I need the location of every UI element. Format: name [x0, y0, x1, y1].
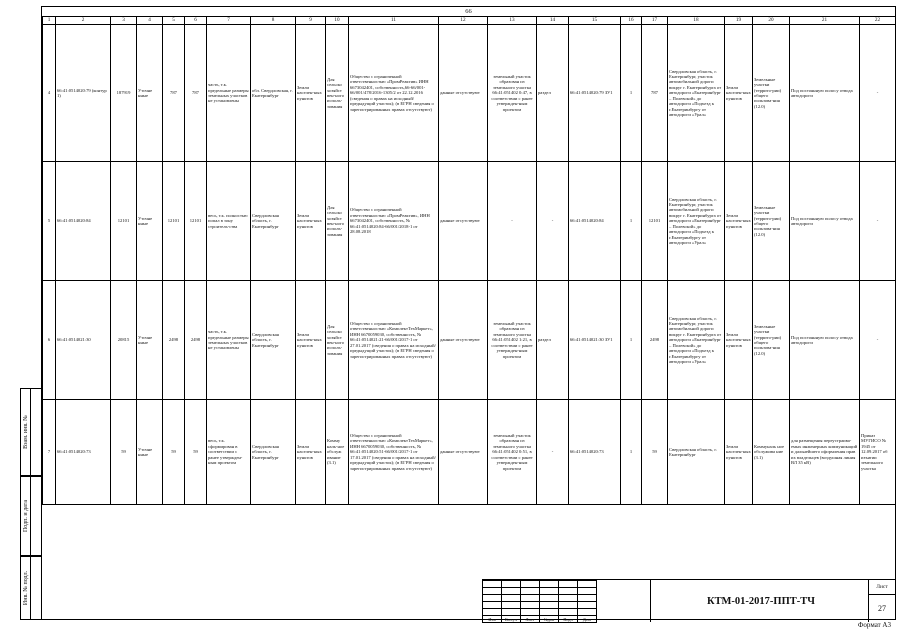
new-area: 12101	[642, 162, 668, 281]
document-code: КТМ-01-2017-ППТ-ТЧ	[650, 580, 871, 622]
new-use: Земельные участки (террито-рии) общего пользова-ния (12.0)	[753, 162, 790, 281]
permitted-use: Для сельско хозяйст вен-ного исполь-зования	[326, 162, 349, 281]
new-parcel-number: 66:41:0514020:79 ЗУ1	[569, 25, 621, 162]
note: -	[860, 281, 896, 400]
new-category: Земли населен-ных пунктов	[725, 162, 753, 281]
permitted-use: Для сельско хозяйст вен-ного исполь-зования	[326, 25, 349, 162]
land-category: Земли населен-ных пунктов	[296, 25, 326, 162]
area-status: Уточне нные	[137, 281, 163, 400]
new-parcel-number: 66:41:0514021:30 ЗУ1	[569, 281, 621, 400]
note: -	[860, 25, 896, 162]
column-header: 6	[185, 17, 207, 25]
table-row	[43, 162, 896, 281]
new-area: 59	[642, 400, 668, 505]
column-number-row	[43, 17, 896, 25]
sheet-number: 27	[878, 604, 886, 613]
new-parcel-number: 66:41:0514020:73	[569, 400, 621, 505]
area-value: 12101	[185, 162, 207, 281]
area-value: 12101	[163, 162, 185, 281]
row-number: 4	[43, 25, 56, 162]
total-area: 59	[111, 400, 137, 505]
column-header: 18	[668, 17, 725, 25]
purpose: Под постоянную полосу отвода автодороги	[790, 162, 860, 281]
column-header: 13	[488, 17, 537, 25]
row-number: 5	[43, 162, 56, 281]
area-value: 787	[185, 25, 207, 162]
area-value: 59	[185, 400, 207, 505]
permitted-use: Комму наль-ное обслуж ивание (3.1)	[326, 400, 349, 505]
note: -	[860, 162, 896, 281]
address: обл. Свердловская, г. Екатеринбург	[251, 25, 296, 162]
column-header: 12	[439, 17, 488, 25]
sheet-box	[868, 580, 895, 622]
area-status: Уточне нные	[137, 162, 163, 281]
purpose: Под постоянную полосу отвода автодороги	[790, 281, 860, 400]
new-address: Свердловская область, г. Екатеринбург, участок автомобильной дороги вокруг г. Екатеринбурга от автодороги «Екатеринбург – Полевской» до автодороги «Подъезд к г.Екатеринбургу от автодороги «Урал»	[668, 162, 725, 281]
column-header: 17	[642, 17, 668, 25]
method: раздел	[537, 25, 569, 162]
column-header: 3	[111, 17, 137, 25]
origin-note: земельный участок образован из земельного участка 66:41:051402 0:47, в соответствии с ранее утвержден-ным проектом	[488, 25, 537, 162]
column-header: 14	[537, 17, 569, 25]
encumbrances: данные отсутствуют	[439, 400, 488, 505]
origin-note: земельный участок образован из земельного участка 66:41:051402 0:51, в соответствии с ранее утвержден-ным проектом	[488, 400, 537, 505]
contour: 1	[621, 25, 642, 162]
column-header: 21	[790, 17, 860, 25]
stamp-label: Подп	[559, 616, 578, 623]
new-category: Земли населен-ных пунктов	[725, 25, 753, 162]
revision-grid	[482, 580, 597, 623]
table-row	[43, 25, 896, 162]
column-header: 15	[569, 17, 621, 25]
owner-rights: Общество с ограниченной ответственностью «ПромРеактив» ИНН 6673042401, собственность,66-66/001-66/001/478/2016-1305/2 от 22.12.2016 (сведения о правах на исходный/ предыдущий участок); (в ЕГРН сведения о зарегистрированных правах отсутствуют)	[349, 25, 439, 162]
sheet-label: Лист	[869, 580, 895, 595]
stamp-label: Дата	[578, 616, 597, 623]
method: раздел	[537, 281, 569, 400]
side-label-original-inv: Инв. № подл.	[22, 570, 29, 606]
side-label-replace-inv: Взам. инв. №	[22, 415, 29, 449]
address: Свердловская область, г. Екатеринбург	[251, 400, 296, 505]
stamp-label: Кол.уч	[502, 616, 521, 623]
column-header: 16	[621, 17, 642, 25]
new-address: Свердловская область, г. Екатеринбург, участок автомобильной дороги вокруг г. Екатеринбурга от автодороги «Екатеринбург – Полевской» до автодороги «Подъезд к г.Екатеринбургу от автодороги «Урал»	[668, 25, 725, 162]
table-row	[43, 281, 896, 400]
drawing-frame	[41, 6, 896, 620]
new-use: Коммуналь ное обслужива ние (3.1)	[753, 400, 790, 505]
total-area: 20815	[111, 281, 137, 400]
new-address: Свердловская область, г. Екатеринбург, участок автомобильной дороги вокруг г. Екатеринбурга от автодороги «Екатеринбург – Полевской» до автодороги «Подъезд к г.Екатеринбургу от автодороги «Урал»	[668, 281, 725, 400]
address: Свердловская область, г. Екатеринбург	[251, 281, 296, 400]
paper-format: Формат А3	[857, 621, 891, 629]
encumbrances: данные отсутствуют	[439, 25, 488, 162]
take-type: часть, т.к. предельные размеры земельных участков не установлены	[207, 25, 251, 162]
stamp-label: №док	[540, 616, 559, 623]
area-status: Уточне нные	[137, 25, 163, 162]
encumbrances: данные отсутствуют	[439, 162, 488, 281]
land-category: Земли населен-ных пунктов	[296, 162, 326, 281]
column-header: 4	[137, 17, 163, 25]
side-box-replace-inv	[20, 388, 41, 476]
new-category: Земли населен-ных пунктов	[725, 281, 753, 400]
area-value: 2498	[185, 281, 207, 400]
stamp-label: Лист	[521, 616, 540, 623]
land-category: Земли населен-ных пунктов	[296, 400, 326, 505]
cadastral-number: 66:41:0514020:73	[56, 400, 111, 505]
column-header: 19	[725, 17, 753, 25]
new-area: 2498	[642, 281, 668, 400]
column-header: 10	[326, 17, 349, 25]
contour: 1	[621, 281, 642, 400]
area-value: 787	[163, 25, 185, 162]
side-box-original-inv	[20, 556, 41, 620]
method: -	[537, 162, 569, 281]
encumbrances: данные отсутствуют	[439, 281, 488, 400]
new-area: 787	[642, 25, 668, 162]
new-use: Земельные участки (террито-рии) общего пользова-ния (12.0)	[753, 25, 790, 162]
column-header: 22	[860, 17, 896, 25]
note: Приказ МУГИСО № 1945 от 12.09.2017 об изъятии земельного участка	[860, 400, 896, 505]
table-row	[43, 400, 896, 505]
contour: 1	[621, 400, 642, 505]
new-address: Свердловская область, г. Екатеринбург	[668, 400, 725, 505]
side-label-sign-date: Подп. и дата	[22, 499, 29, 533]
column-header: 9	[296, 17, 326, 25]
column-header: 7	[207, 17, 251, 25]
cadastral-number: 66:41:0514020:79 (контур 1)	[56, 25, 111, 162]
owner-rights: Общество с ограниченной ответственностью «КомплектТехМаркет», ИНН 6670059030, собственность, № 66:41:0514020:51-66/001/2017-1 от 17.01.2017 (сведения о правах на исходный/ предыдущий участок); (в ЕГРН сведения о зарегистрированных правах отсутствуют)	[349, 400, 439, 505]
total-area: 187919	[111, 25, 137, 162]
column-header: 8	[251, 17, 296, 25]
stamp-label: Изм	[483, 616, 502, 623]
owner-rights: Общество с ограниченной ответственностью «ПромРеактив», ИНН 6673042401, собственность, № 66:41:0514020:84-66/001/2018-1 от 28.08.2018	[349, 162, 439, 281]
take-type: весь, т.к. полностью попал в зону строитель-ства	[207, 162, 251, 281]
area-value: 2498	[163, 281, 185, 400]
column-header: 2	[56, 17, 111, 25]
land-category: Земли населен-ных пунктов	[296, 281, 326, 400]
method: -	[537, 400, 569, 505]
side-box-sign-date	[20, 476, 41, 556]
new-use: Земельные участки (террито-рии) общего пользова-ния (12.0)	[753, 281, 790, 400]
owner-rights: Общество с ограниченной ответственностью «КомплектТехМаркет», ИНН 6670059030, собственность, № 66:41:0514021:21-66/001/2017-1 от 27.01.2017 (сведения о правах на исходный/ предыдущий участок); (в ЕГРН сведения о зарегистрированных правах отсутствуют)	[349, 281, 439, 400]
column-header: 20	[753, 17, 790, 25]
purpose: Под постоянную полосу отвода автодороги	[790, 25, 860, 162]
permitted-use: Для сельско хозяйст вен-ного исполь-зования	[326, 281, 349, 400]
new-category: Земли населен-ных пунктов	[725, 400, 753, 505]
origin-note: -	[488, 162, 537, 281]
title-block	[482, 579, 895, 622]
total-area: 12101	[111, 162, 137, 281]
origin-note: земельный участок образован из земельного участка 66:41:051402 1:21, в соответствии с ранее утвержден-ным проектом	[488, 281, 537, 400]
take-type: часть, т.к. предельные размеры земельных участков не установлены	[207, 281, 251, 400]
parcel-register-table	[42, 16, 896, 505]
page-number: 66	[465, 8, 472, 15]
column-header: 11	[349, 17, 439, 25]
area-status: Уточне нные	[137, 400, 163, 505]
row-number: 7	[43, 400, 56, 505]
purpose: для размещения переустраива-емых инженерных коммуникаций и дальнейшего оформления прав их владельцев (воздушная линия ВЛ 35 кВ)	[790, 400, 860, 505]
new-parcel-number: 66:41:0514020:84	[569, 162, 621, 281]
column-header: 1	[43, 17, 56, 25]
cadastral-number: 66:41:0514021:30	[56, 281, 111, 400]
row-number: 6	[43, 281, 56, 400]
contour: 1	[621, 162, 642, 281]
area-value: 59	[163, 400, 185, 505]
column-header: 5	[163, 17, 185, 25]
take-type: весь, т.к. сформирован в соответствии с ранее утвержден-ным проектом	[207, 400, 251, 505]
cadastral-number: 66:41:0514020:84	[56, 162, 111, 281]
address: Свердловская область, г. Екатеринбург	[251, 162, 296, 281]
